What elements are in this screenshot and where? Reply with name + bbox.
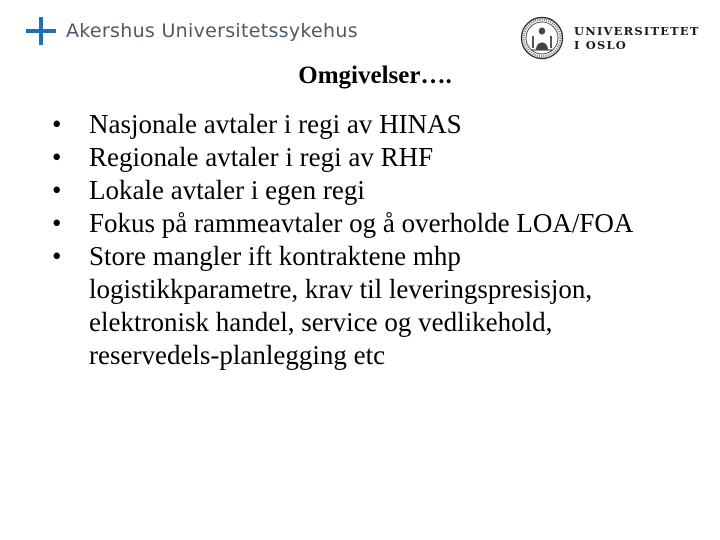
bullet-text: Store mangler ift kontraktene mhp logistikkparametre, krav til leveringspresisjon, elektronisk handel, service og vedlikehold, reservedels-planlegging etc <box>89 241 593 370</box>
bullet-item <box>52 108 672 141</box>
university-name <box>574 24 700 52</box>
university-seal-icon <box>520 16 564 60</box>
bullet-item <box>52 240 672 372</box>
ahus-cross-icon <box>26 17 56 45</box>
bullet-item <box>52 141 672 174</box>
bullet-item <box>52 207 672 240</box>
bullet-text: Lokale avtaler i egen regi <box>89 175 365 205</box>
org-name: Akershus Universitetssykehus <box>66 20 358 42</box>
bullet-symbol: • <box>52 109 62 139</box>
bullet-symbol: • <box>52 241 62 271</box>
bullet-item <box>52 174 672 207</box>
slide-title: Omgivelser…. <box>298 62 452 89</box>
ahus-logo <box>26 17 358 45</box>
bullet-text: Nasjonale avtaler i regi av HINAS <box>89 109 462 139</box>
bullet-text: Regionale avtaler i regi av RHF <box>89 142 434 172</box>
bullet-list <box>52 108 672 372</box>
university-name-line2: I OSLO <box>574 38 628 52</box>
bullet-symbol: • <box>52 142 62 172</box>
bullet-symbol: • <box>52 175 62 205</box>
bullet-text: Fokus på rammeavtaler og å overholde LOA/FOA <box>89 208 634 238</box>
bullet-symbol: • <box>52 208 62 238</box>
uio-logo <box>520 16 700 60</box>
university-name-line1: UNIVERSITETET <box>574 24 700 38</box>
